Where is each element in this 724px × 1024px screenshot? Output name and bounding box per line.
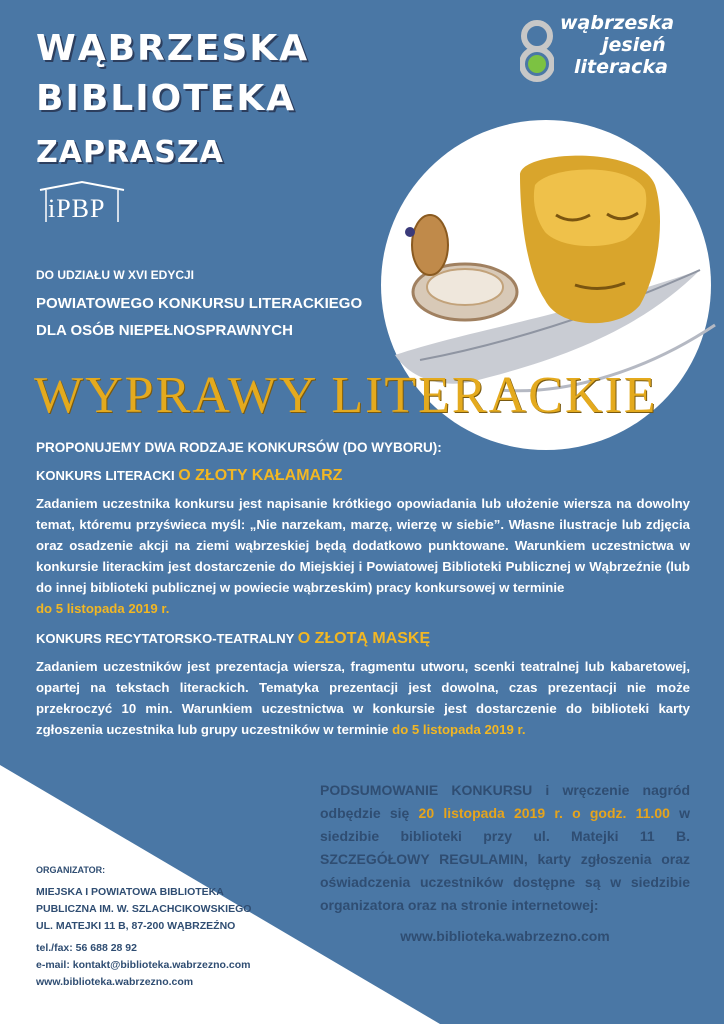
edition-text: DO UDZIAŁU W XVI EDYCJI xyxy=(36,268,195,282)
summary-block xyxy=(320,779,690,917)
summary-url[interactable]: www.biblioteka.wabrzezno.com xyxy=(400,928,610,944)
organizer-web[interactable]: www.biblioteka.wabrzezno.com xyxy=(36,976,194,988)
ipbp-logo xyxy=(36,180,128,226)
propose-heading: PROPONUJEMY DWA RODZAJE KONKURSÓW (DO WYBORU): xyxy=(36,440,442,455)
badge-line-1: wąbrzeska xyxy=(560,12,675,34)
ipbp-logo-text: iPBP xyxy=(48,194,106,223)
organizer-line-3: UL. MATEJKI 11 B, 87-200 WĄBRZEŹNO xyxy=(36,920,236,932)
contest2-description xyxy=(36,656,690,740)
contest1-text: Zadaniem uczestnika konkursu jest napisanie krótkiego opowiadania lub ułożenie wiersza na dowolny temat, któremu przyświeca myśl: „Nie narzekam, marzę, wierzę w siebie”. Własne ilustracje lub zdjęcia oraz osadzenie akcji na ziemi wąbrzeskiej będą dodatkowo punktowane. Warunkiem uczestnictwa w konkursie literackim jest dostarczenie do Miejskiej i Powiatowej Biblioteki Publicznej w Wąbrzeźnie (lub do innej biblioteki publicznej w powiecie wąbrzeskim) pracy konkursowej w terminie xyxy=(36,496,690,595)
contest2-name: O ZŁOTĄ MASKĘ xyxy=(297,630,431,647)
jesien-literacka-logo xyxy=(520,12,710,84)
contest2-label: KONKURS RECYTATORSKO-TEATRALNY xyxy=(36,631,298,646)
summary-date: 20 listopada 2019 r. o godz. 11.00 xyxy=(418,805,670,821)
contest2-text: Zadaniem uczestników jest prezentacja wiersza, fragmentu utworu, scenki teatralnej lub kabaretowej, opartej na tekstach literackich. Tematyka prezentacji jest dowolna, czas prezentacji nie może przekroczyć 10 min. Warunkiem uczestnictwa w konkursie jest dostarczenie do biblioteki karty zgłoszenia uczestnika lub grupy uczestników w terminie xyxy=(36,659,690,737)
contest1-label: KONKURS LITERACKI xyxy=(36,468,179,483)
badge-line-3: literacka xyxy=(574,56,668,78)
header-line-1: WĄBRZESKA xyxy=(36,28,310,69)
contest1-description xyxy=(36,493,690,619)
apple-eight-icon xyxy=(520,20,554,82)
contest1-name: O ZŁOTY KAŁAMARZ xyxy=(178,467,343,484)
header-line-2: BIBLIOTEKA xyxy=(36,78,297,119)
organizer-contact xyxy=(36,940,250,991)
contest2-heading xyxy=(36,630,430,648)
organizer-block xyxy=(36,884,251,935)
contest1-deadline: do 5 listopada 2019 r. xyxy=(36,601,170,616)
organizer-heading: ORGANIZATOR: xyxy=(36,865,106,875)
organizer-line-1: MIEJSKA I POWIATOWA BIBLIOTEKA xyxy=(36,886,224,898)
contest1-heading xyxy=(36,467,342,485)
badge-line-2: jesień xyxy=(602,34,666,56)
organizer-line-2: PUBLICZNA IM. W. SZLACHCIKOWSKIEGO xyxy=(36,903,252,915)
contest2-deadline: do 5 listopada 2019 r. xyxy=(392,722,526,737)
contest-title-line-1: POWIATOWEGO KONKURSU LITERACKIEGO xyxy=(36,295,363,312)
contest-title-line-2: DLA OSÓB NIEPEŁNOSPRAWNYCH xyxy=(36,322,293,339)
summary-part1: PODSUMOWANIE KONKURSU i wręczenie nagród odbędzie się xyxy=(320,782,690,821)
summary-part2: w siedzibie biblioteki przy ul. Matejki 11 B. SZCZEGÓŁOWY REGULAMIN, karty zgłoszenia oraz oświadczenia uczestników dostępne są w siedzibie organizatora oraz na stronie internetowej: xyxy=(320,805,690,913)
theme-title: WYPRAWY LITERACKIE xyxy=(34,367,658,424)
organizer-email[interactable]: e-mail: kontakt@biblioteka.wabrzezno.com xyxy=(36,959,251,971)
organizer-phone: tel./fax: 56 688 28 92 xyxy=(36,942,137,954)
header-line-3: ZAPRASZA xyxy=(36,135,224,170)
